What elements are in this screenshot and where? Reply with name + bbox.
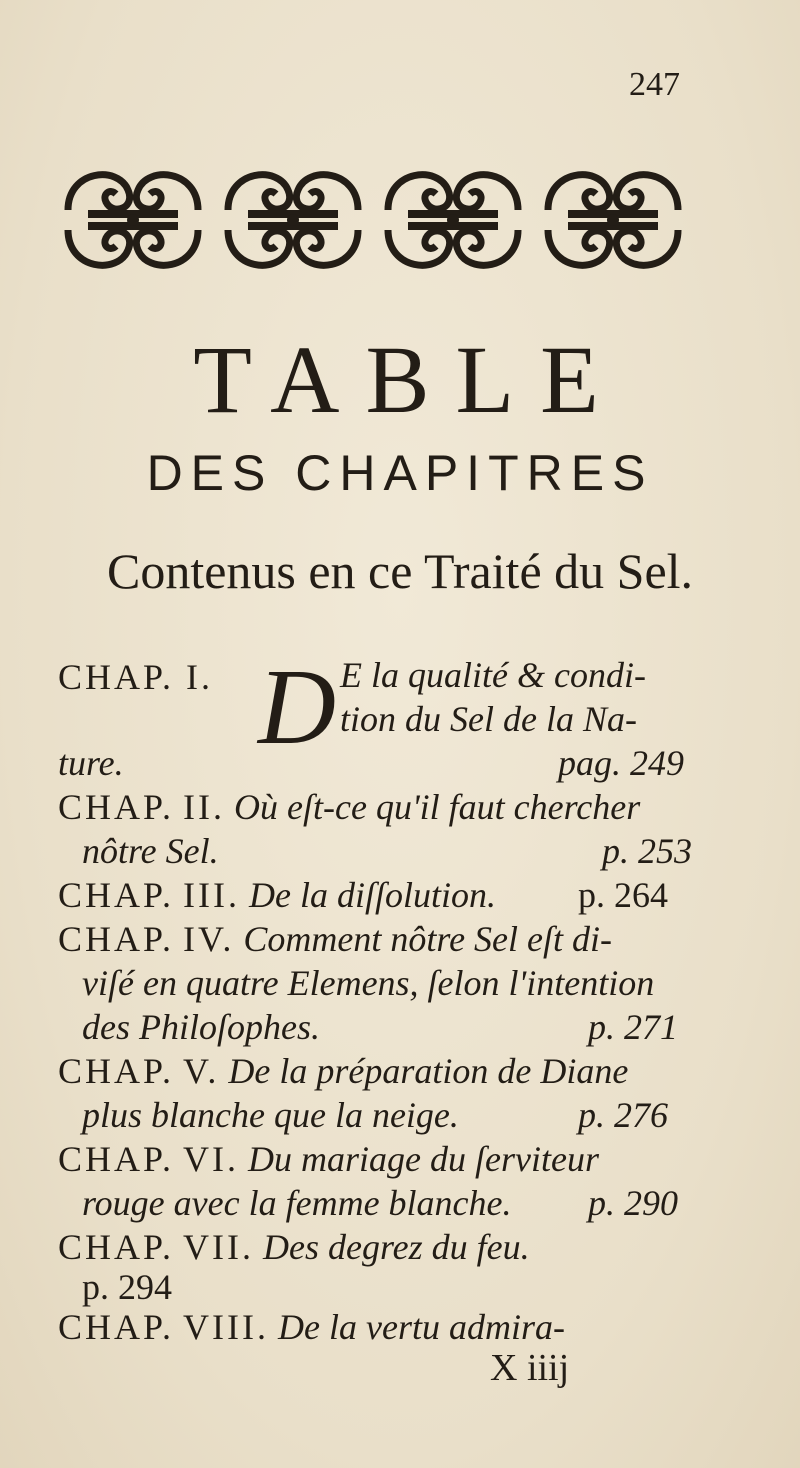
chapter-2-title: Où eſt-ce qu'il faut chercher [234, 787, 641, 827]
chapter-8-line1: CHAP. VIII. De la vertu admira- [58, 1307, 565, 1347]
chapter-6-line1: CHAP. VI. Du mariage du ſerviteur [58, 1139, 599, 1179]
chapter-1-page: pag. 249 [558, 743, 684, 783]
chapter-4-page: p. 271 [588, 1007, 678, 1047]
chapter-4-line2: viſé en quatre Elemens, ſelon l'intention [82, 963, 655, 1003]
drop-cap: D [258, 648, 336, 767]
page-subsubtitle: Contenus en ce Traité du Sel. [106, 543, 694, 599]
chapter-4-line1: CHAP. IV. Comment nôtre Sel eſt di- [58, 919, 613, 959]
chapter-4-line3: des Philoſophes. p. 271 [82, 1002, 730, 1052]
ornament-band-icon [58, 150, 690, 290]
chapter-2-page: p. 253 [602, 831, 692, 871]
chapter-4-title: Comment nôtre Sel eſt di- [243, 919, 613, 959]
chapter-7-page: p. 294 [82, 1267, 172, 1307]
chapter-2-line1: CHAP. II. Où eſt-ce qu'il faut chercher [58, 787, 641, 827]
chapter-5-line2: plus blanche que la neige. p. 276 [82, 1090, 730, 1140]
chapter-7-line1: CHAP. VII. Des degrez du feu. [58, 1227, 530, 1267]
chapter-5-line1: CHAP. V. De la préparation de Diane [58, 1051, 629, 1091]
page-title: TABLE [193, 326, 625, 433]
chapter-6-title: Du mariage du ſerviteur [248, 1139, 599, 1179]
chapter-1-title-line3: ture. pag. 249 [58, 738, 706, 788]
signature-mark: X iiij [490, 1347, 570, 1389]
chapter-label: CHAP. [58, 657, 175, 697]
chapter-6-line2: rouge avec la femme blanche. p. 290 [82, 1178, 730, 1228]
page-subtitle: DES CHAPITRES [146, 445, 654, 501]
chapter-5-page: p. 276 [578, 1095, 668, 1135]
chapter-6-page: p. 290 [588, 1183, 678, 1223]
chapter-3-title: De la diſſolution. [249, 875, 497, 915]
chapter-3-line1: CHAP. III. De la diſſolution. p. 264 [58, 870, 706, 920]
chapter-3-page: p. 264 [578, 875, 668, 915]
chapter-5-title: De la préparation de Diane [228, 1051, 629, 1091]
page-number: 247 [629, 66, 680, 103]
chapter-8-title: De la vertu admira- [278, 1307, 565, 1347]
chapter-1-title-line2: tion du Sel de la Na- [340, 699, 637, 739]
chapter-number: I. [186, 657, 214, 697]
chapter-1-title-line1: E la qualité & condi- [340, 655, 646, 695]
chapter-7-title: Des degrez du feu. [263, 1227, 530, 1267]
chapter-2-line2: nôtre Sel. p. 253 [82, 826, 730, 876]
